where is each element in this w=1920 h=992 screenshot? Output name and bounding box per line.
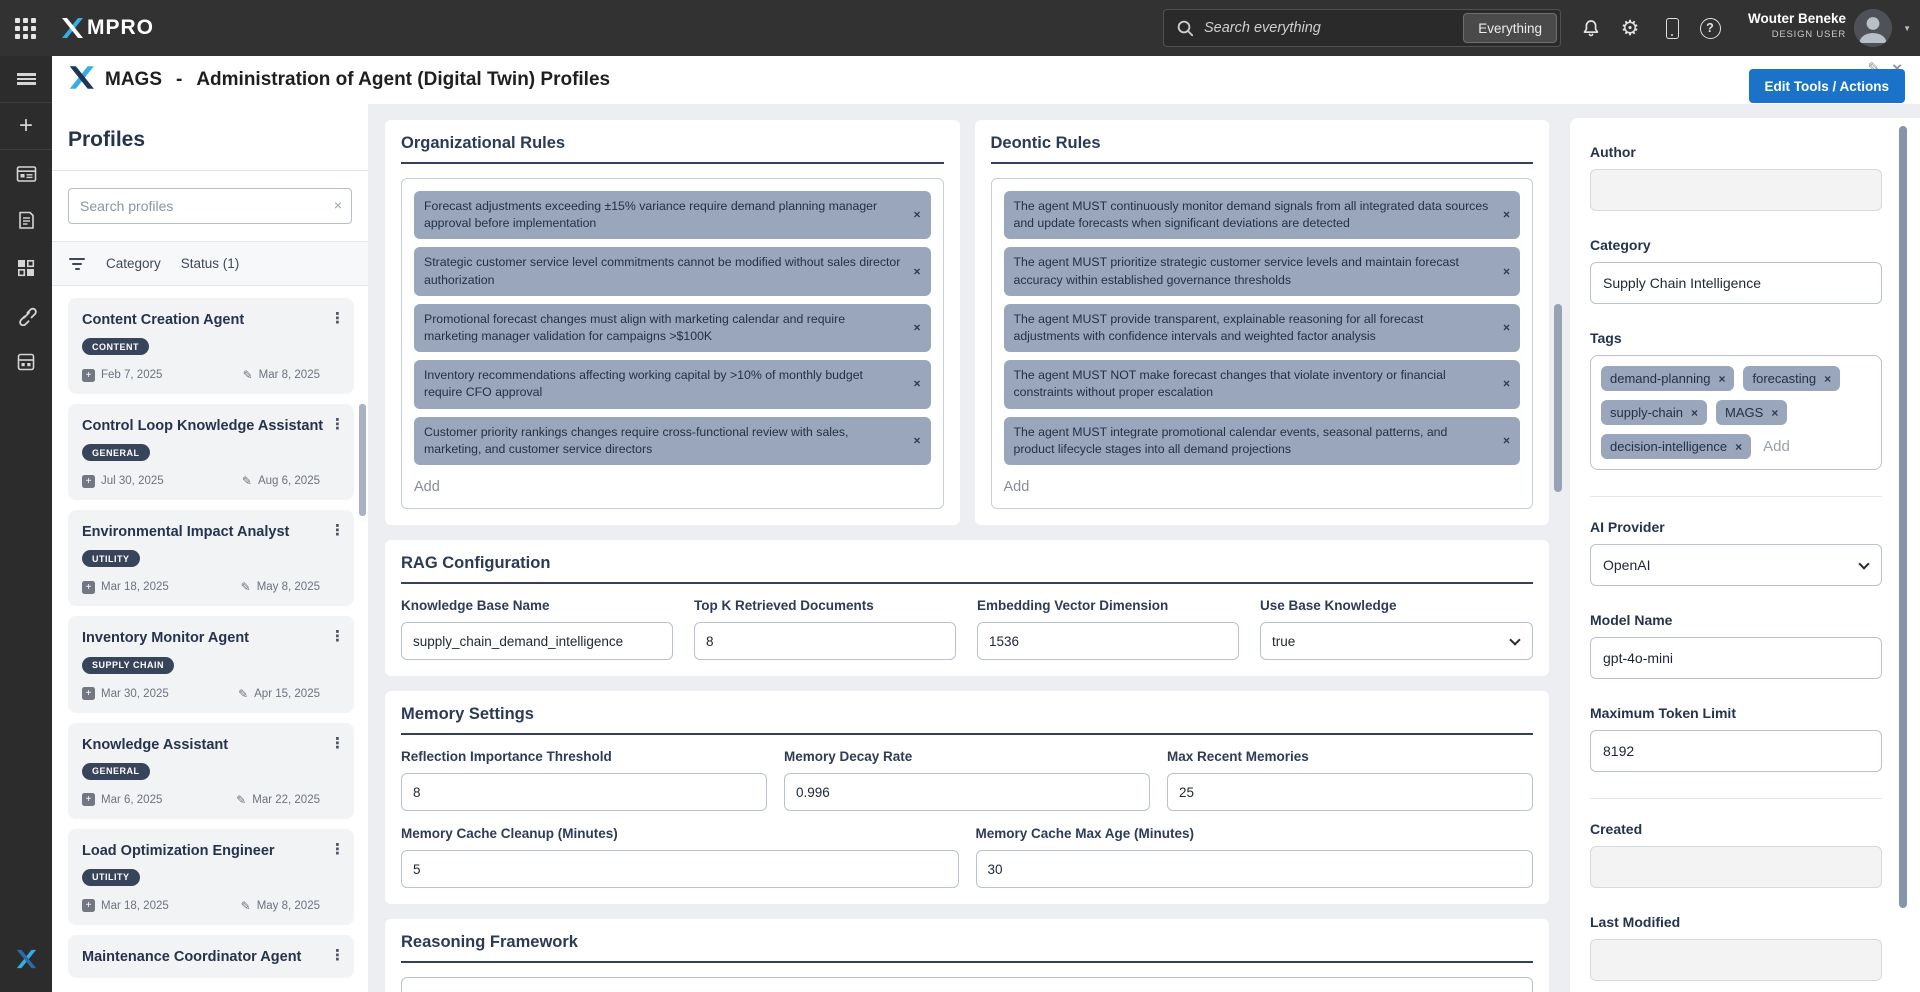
top-k-input[interactable] xyxy=(694,622,956,660)
rule-chip: Forecast adjustments exceeding ±15% variance require demand planning manager approval before implementation × xyxy=(414,191,931,239)
xmpro-x-icon xyxy=(60,16,84,40)
knowledge-base-name-input[interactable] xyxy=(401,622,673,660)
rule-chip: The agent MUST continuously monitor demand signals from all integrated data sources and update forecasts when significant deviations are detected × xyxy=(1004,191,1521,239)
category-label: Category xyxy=(1590,237,1651,253)
modified-icon xyxy=(241,580,251,594)
modified-date: Aug 6, 2025 xyxy=(257,475,320,488)
mobile-icon[interactable] xyxy=(1659,16,1685,40)
filter-status[interactable]: Status (1) xyxy=(180,256,240,271)
profile-name: Inventory Monitor Agent xyxy=(82,630,250,647)
created-icon xyxy=(82,475,95,488)
reasoning-framework-input[interactable] xyxy=(401,977,1533,992)
link-icon[interactable] xyxy=(0,291,52,338)
category-badge: GENERAL xyxy=(82,763,150,780)
menu-icon[interactable] xyxy=(0,56,52,103)
modified-icon xyxy=(242,474,252,488)
profile-card[interactable] xyxy=(68,723,354,819)
rule-chip: The agent MUST provide transparent, explainable reasoning for all forecast adjustments with confidence intervals and weighted factor analysis × xyxy=(1004,304,1521,352)
last-modified-label: Last Modified xyxy=(1590,914,1681,930)
modified-date: Apr 15, 2025 xyxy=(254,687,320,700)
details-scrollbar[interactable] xyxy=(1899,126,1907,908)
edit-tools-actions-button[interactable]: Edit Tools / Actions xyxy=(1749,69,1906,103)
page-header xyxy=(52,56,1920,104)
author-label: Author xyxy=(1590,144,1636,160)
modified-date: Mar 8, 2025 xyxy=(258,369,320,382)
remove-x-icon[interactable] xyxy=(1735,440,1742,454)
modified-date: Mar 22, 2025 xyxy=(252,793,320,806)
page-title: Administration of Agent (Digital Twin) Profiles xyxy=(196,69,611,90)
tags-box[interactable] xyxy=(1590,355,1882,470)
remove-x-icon[interactable] xyxy=(1503,432,1510,449)
kebab-icon[interactable] xyxy=(330,840,345,858)
app-launcher-icon[interactable] xyxy=(15,18,36,39)
category-badge: UTILITY xyxy=(82,550,140,567)
modified-icon xyxy=(236,793,246,807)
profiles-filter-row xyxy=(52,241,368,286)
search-scope-button[interactable]: Everything xyxy=(1463,13,1557,43)
kebab-icon[interactable] xyxy=(330,309,345,327)
xmpro-logo-text: MPRO xyxy=(87,16,154,39)
mags-x-icon xyxy=(68,64,95,96)
category-input[interactable] xyxy=(1590,262,1882,304)
field-label: Memory Cache Max Age (Minutes) xyxy=(975,826,1195,842)
xmpro-x-icon[interactable] xyxy=(0,935,52,982)
profile-name: Content Creation Agent xyxy=(82,312,245,328)
rule-chip: The agent MUST integrate promotional calendar events, seasonal patterns, and product lifecycle stages into all demand projections × xyxy=(1004,417,1521,465)
rule-chip: Customer priority rankings changes require cross-functional review with sales, marketing, and customer service directors × xyxy=(414,417,931,465)
help-icon[interactable] xyxy=(1697,16,1723,40)
remove-x-icon[interactable] xyxy=(913,320,920,337)
global-search[interactable] xyxy=(1163,9,1561,47)
profiles-scrollbar[interactable] xyxy=(359,404,366,516)
profile-name: Environmental Impact Analyst xyxy=(82,524,290,541)
max-token-label: Maximum Token Limit xyxy=(1590,705,1736,721)
deontic-rules-section xyxy=(975,120,1550,525)
created-icon xyxy=(82,687,95,700)
profile-name: Load Optimization Engineer xyxy=(82,842,275,859)
created-date: Mar 18, 2025 xyxy=(101,899,169,912)
profile-card[interactable] xyxy=(68,829,354,925)
tag-chip: decision-intelligence × xyxy=(1601,434,1751,459)
remove-x-icon[interactable] xyxy=(1503,263,1510,280)
profile-name: Control Loop Knowledge Assistant xyxy=(82,418,324,435)
add-tag-button[interactable]: Add xyxy=(1763,438,1790,455)
user-menu[interactable] xyxy=(1748,11,1846,40)
created-date: Mar 30, 2025 xyxy=(101,687,169,700)
filter-icon[interactable] xyxy=(68,258,86,270)
rule-chip: Promotional forecast changes must align with marketing calendar and require marketing manager validation for campaigns >$100K × xyxy=(414,304,931,352)
created-icon xyxy=(82,793,95,806)
tags-label: Tags xyxy=(1590,330,1622,346)
tag-chip: demand-planning × xyxy=(1601,366,1734,391)
remove-x-icon[interactable] xyxy=(1503,320,1510,337)
remove-x-icon[interactable] xyxy=(1718,372,1725,386)
profile-card[interactable] xyxy=(68,510,354,606)
section-title: RAG Configuration xyxy=(401,554,1533,584)
reflection-threshold-input[interactable] xyxy=(401,773,767,811)
memory-decay-rate-input[interactable] xyxy=(784,773,1150,811)
rule-chip: The agent MUST NOT make forecast changes that violate inventory or financial constraints without proper escalation × xyxy=(1004,360,1521,408)
rule-chip: Inventory recommendations affecting working capital by >10% of monthly budget require CFO approval × xyxy=(414,360,931,408)
remove-x-icon[interactable] xyxy=(1691,406,1698,420)
deontic-rules-box xyxy=(991,178,1534,509)
author-input xyxy=(1590,169,1882,211)
details-panel xyxy=(1565,104,1920,992)
main-scrollbar[interactable] xyxy=(1554,304,1562,492)
section-title: Reasoning Framework xyxy=(401,933,1533,963)
memory-settings-section xyxy=(385,691,1549,904)
created-date: Mar 18, 2025 xyxy=(101,581,169,594)
title-separator: - xyxy=(176,69,183,90)
created-label: Created xyxy=(1590,821,1643,837)
profile-card[interactable] xyxy=(68,616,354,712)
field-label: Reflection Importance Threshold xyxy=(401,749,612,765)
add-rule-button[interactable]: Add xyxy=(414,479,440,496)
modified-date: May 8, 2025 xyxy=(256,581,320,594)
field-label: Embedding Vector Dimension xyxy=(977,598,1169,614)
remove-x-icon[interactable] xyxy=(1503,376,1510,393)
tag-chip: supply-chain × xyxy=(1601,400,1707,425)
profile-name: Maintenance Coordinator Agent xyxy=(82,948,302,965)
xmpro-logo xyxy=(60,16,154,40)
document-icon[interactable] xyxy=(0,197,52,244)
profiles-heading: Profiles xyxy=(68,128,146,151)
field-label: Memory Decay Rate xyxy=(784,749,913,765)
search-icon xyxy=(1176,19,1194,37)
rule-chip: Strategic customer service level commitments cannot be modified without sales director authorization × xyxy=(414,247,931,295)
tag-chip: MAGS × xyxy=(1716,400,1787,425)
field-label: Use Base Knowledge xyxy=(1260,598,1397,614)
created-date: Feb 7, 2025 xyxy=(101,369,163,382)
clear-search-icon[interactable] xyxy=(334,197,342,213)
top-bar xyxy=(0,0,1920,56)
profile-card[interactable] xyxy=(68,404,354,500)
category-badge: CONTENT xyxy=(82,338,149,355)
rag-configuration-section xyxy=(385,540,1549,676)
created-icon xyxy=(82,899,95,912)
profile-card[interactable] xyxy=(68,298,354,394)
field-label: Memory Cache Cleanup (Minutes) xyxy=(401,826,618,842)
field-label: Max Recent Memories xyxy=(1167,749,1309,765)
profiles-list xyxy=(68,286,356,978)
left-rail xyxy=(0,56,52,992)
section-title: Organizational Rules xyxy=(401,134,944,164)
field-label: Top K Retrieved Documents xyxy=(694,598,874,614)
last-modified-input xyxy=(1590,939,1882,981)
use-base-knowledge-select[interactable]: true xyxy=(1260,622,1533,660)
window-icon[interactable] xyxy=(0,150,52,197)
chevron-down-icon xyxy=(1509,634,1520,645)
blocks-icon[interactable] xyxy=(0,244,52,291)
ai-provider-label: AI Provider xyxy=(1590,519,1665,535)
kebab-icon[interactable] xyxy=(330,946,345,964)
gear-icon[interactable] xyxy=(1617,16,1643,40)
created-icon xyxy=(82,369,95,382)
section-title: Memory Settings xyxy=(401,705,1533,735)
main-content xyxy=(368,104,1565,992)
ai-provider-select[interactable]: OpenAI xyxy=(1590,544,1882,586)
modified-icon xyxy=(243,368,253,382)
reasoning-framework-section xyxy=(385,919,1549,992)
profiles-panel xyxy=(52,104,368,992)
filter-category[interactable]: Category xyxy=(106,256,161,271)
created-icon xyxy=(82,581,95,594)
created-date: Mar 6, 2025 xyxy=(101,793,163,806)
kebab-icon[interactable] xyxy=(330,415,345,433)
max-token-input[interactable] xyxy=(1590,730,1882,772)
cache-max-age-input[interactable] xyxy=(976,850,1534,888)
search-profiles-input[interactable] xyxy=(68,188,352,224)
category-badge: UTILITY xyxy=(82,869,140,886)
remove-x-icon[interactable] xyxy=(1824,372,1831,386)
profile-name: Knowledge Assistant xyxy=(82,736,229,753)
modified-icon xyxy=(238,687,248,701)
kebab-icon[interactable] xyxy=(330,734,345,752)
category-badge: SUPPLY CHAIN xyxy=(82,657,174,674)
remove-x-icon[interactable] xyxy=(913,432,920,449)
tag-chip: forecasting × xyxy=(1743,366,1840,391)
remove-x-icon[interactable] xyxy=(913,207,920,224)
section-title: Deontic Rules xyxy=(991,134,1534,164)
kebab-icon[interactable] xyxy=(330,521,345,539)
remove-x-icon[interactable] xyxy=(913,376,920,393)
model-name-input[interactable] xyxy=(1590,637,1882,679)
user-caret-icon[interactable] xyxy=(1903,24,1911,33)
rule-chip: The agent MUST prioritize strategic customer service levels and maintain forecast accuracy within established governance thresholds × xyxy=(1004,247,1521,295)
field-label: Knowledge Base Name xyxy=(401,598,550,614)
modified-icon xyxy=(241,899,251,913)
max-recent-memories-input[interactable] xyxy=(1167,773,1533,811)
category-badge: GENERAL xyxy=(82,444,150,461)
app-name: MAGS xyxy=(105,69,162,90)
avatar[interactable] xyxy=(1854,9,1892,47)
plus-icon[interactable] xyxy=(0,103,52,150)
model-name-label: Model Name xyxy=(1590,612,1673,628)
add-rule-button[interactable]: Add xyxy=(1003,479,1030,496)
chevron-down-icon xyxy=(1858,558,1869,569)
created-input xyxy=(1590,846,1882,888)
kebab-icon[interactable] xyxy=(330,627,345,645)
remove-x-icon[interactable] xyxy=(913,263,920,280)
cache-cleanup-input[interactable] xyxy=(401,850,959,888)
created-date: Jul 30, 2025 xyxy=(101,475,164,488)
profile-card[interactable] xyxy=(68,935,354,978)
bell-icon[interactable] xyxy=(1578,16,1604,40)
organizational-rules-box xyxy=(401,178,944,509)
modified-date: May 8, 2025 xyxy=(256,899,320,912)
calculator-icon[interactable] xyxy=(0,338,52,385)
embedding-dimension-input[interactable] xyxy=(977,622,1239,660)
organizational-rules-section xyxy=(385,120,960,525)
remove-x-icon[interactable] xyxy=(1503,207,1510,224)
remove-x-icon[interactable] xyxy=(1771,406,1778,420)
user-role: DESIGN USER xyxy=(1771,29,1846,40)
user-name: Wouter Beneke xyxy=(1747,11,1846,26)
